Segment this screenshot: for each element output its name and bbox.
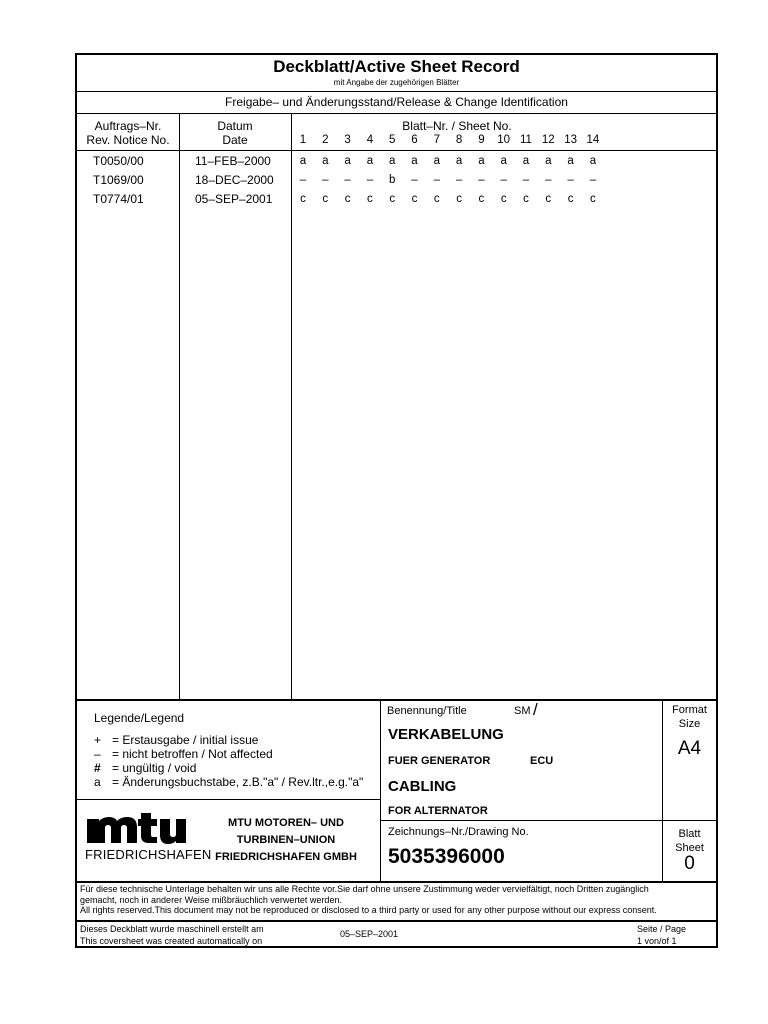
drawing-number: 5035396000 [388, 845, 505, 868]
sheet-label-de: Blatt [678, 828, 701, 840]
sheet-label [663, 827, 716, 855]
sheet-mark: c [411, 193, 418, 205]
sheet-number: 11 [520, 134, 532, 146]
divider [77, 920, 716, 922]
sheet-number: 4 [366, 134, 374, 146]
row-notice: T0050/00 [93, 154, 144, 168]
sheet-mark: – [366, 174, 374, 186]
legend-item [94, 761, 196, 775]
divider [77, 881, 716, 883]
title-label: Benennung/Title [387, 705, 467, 717]
row-notice: T1069/00 [93, 173, 144, 187]
creation-note-de: Dieses Deckblatt wurde maschinell erstellt am [80, 924, 264, 934]
col-header-date-en: Date [222, 133, 248, 147]
page-label: Seite / Page [637, 924, 687, 934]
sheet-mark: a [433, 155, 440, 167]
legend-item [94, 733, 258, 747]
sheet-mark: c [590, 193, 596, 205]
col-header-notice [77, 119, 179, 147]
col-header-date-de: Datum [217, 119, 253, 133]
sheet-number: 9 [478, 134, 485, 146]
title-de-line2: FUER GENERATOR [388, 755, 491, 767]
sheet-mark: a [589, 155, 597, 167]
format-label-en: Size [678, 718, 701, 730]
sheet-mark: a [366, 155, 374, 167]
row-date: 18–DEC–2000 [195, 173, 274, 187]
sheet-mark: c [567, 193, 574, 205]
company-name-line: FRIEDRICHSHAFEN GMBH [215, 851, 357, 863]
company-name-line: MTU MOTOREN– UND [228, 817, 344, 829]
col-header-date [179, 119, 291, 147]
table-row [77, 152, 716, 171]
mtu-logo-mark [85, 811, 197, 845]
sheet-number: 5 [388, 134, 396, 146]
sheet-mark: – [589, 174, 597, 186]
divider [77, 150, 716, 151]
sheet-number: 13 [564, 134, 577, 146]
column-divider [380, 699, 381, 882]
title-de-line1: VERKABELUNG [388, 726, 504, 743]
sheet-mark: c [545, 193, 552, 205]
sheet-mark: – [455, 174, 463, 186]
sheet-mark: – [567, 174, 574, 186]
legend-item [94, 747, 273, 761]
company-name-line: TURBINEN–UNION [236, 834, 336, 846]
document-subtitle: mit Angabe der zugehörigen Blätter [333, 78, 460, 87]
sm-label: SM [514, 705, 531, 717]
row-marks [292, 152, 712, 171]
title-en-line1: CABLING [388, 778, 457, 795]
sheet-mark: – [322, 174, 329, 186]
legend-item [94, 775, 363, 789]
legend-symbol: + [94, 733, 102, 747]
divider [77, 799, 380, 800]
sheet-number: 10 [497, 134, 511, 146]
creation-date: 05–SEP–2001 [340, 929, 399, 939]
legend-symbol: # [94, 761, 101, 775]
rights-notice [80, 884, 716, 916]
mtu-logo [85, 811, 212, 869]
sheet-mark: c [456, 193, 462, 205]
sheet-mark: – [500, 174, 507, 186]
sheet-mark: a [567, 155, 574, 167]
legend-text: = Erstausgabe / initial issue [112, 733, 259, 747]
title-en-line2: FOR ALTERNATOR [388, 805, 488, 817]
sheet-mark: c [433, 193, 440, 205]
format-value: A4 [677, 738, 702, 759]
rights-line: All rights reserved.This document may not be reproduced or disclosed to a third party or used for any other purpose without our express consent. [80, 905, 657, 915]
row-marks [292, 171, 712, 190]
sheet-mark: a [344, 155, 351, 167]
row-notice: T0774/01 [93, 192, 144, 206]
legend-symbol: a [94, 775, 101, 789]
sm-mark: / [533, 700, 538, 719]
sheet-mark: a [500, 155, 507, 167]
creation-note [80, 923, 264, 947]
sheet-mark: c [478, 193, 485, 205]
sheet-mark: c [500, 193, 507, 205]
sheet-number: 6 [411, 134, 418, 146]
sheet-mark: – [433, 174, 440, 186]
table-row [77, 190, 716, 209]
rights-line: gemacht, noch in anderer Weise mißbräuchlich verwertet werden. [80, 894, 342, 905]
sheet-mark: – [299, 174, 307, 186]
divider [77, 699, 716, 701]
sheet-number: 1 [299, 134, 307, 146]
sheet-mark: a [455, 155, 463, 167]
row-date: 05–SEP–2001 [195, 192, 273, 206]
col-header-sheets: Blatt–Nr. / Sheet No. [402, 119, 512, 133]
page-value: 1 von/of 1 [637, 936, 677, 946]
row-date: 11–FEB–2000 [195, 154, 271, 168]
rights-line: Für diese technische Unterlage behalten wir uns alle Rechte vor.Sie darf ohne unsere Zustimmung weder vervielfältigt, noch Dritten zugänglich [80, 884, 649, 894]
legend-symbol: – [94, 747, 101, 761]
legend-text: = nicht betroffen / Not affected [112, 747, 273, 761]
sheet-mark: a [411, 155, 418, 167]
format-label-de: Format [672, 704, 707, 716]
sheet-mark: b [388, 174, 396, 186]
sheet-number-row [292, 134, 712, 150]
sheet-mark: – [478, 174, 485, 186]
sheet-mark: – [545, 174, 552, 186]
sheet-mark: c [322, 193, 329, 205]
sheet-mark: a [545, 155, 552, 167]
divider [77, 113, 716, 114]
document-title: Deckblatt/Active Sheet Record [273, 57, 520, 76]
sheet-label-en: Sheet [675, 842, 704, 854]
sheet-mark: a [299, 155, 307, 167]
sheet-mark: a [388, 155, 396, 167]
page-info [637, 923, 713, 947]
sheet-number: 3 [344, 134, 351, 146]
divider [662, 820, 716, 821]
legend-text: = Änderungsbuchstabe, z.B."a" / Rev.ltr.,e.g."a" [112, 775, 364, 789]
logo-city: FRIEDRICHSHAFEN [85, 847, 212, 862]
company-name [201, 815, 371, 866]
sheet-mark: a [478, 155, 485, 167]
sheet-mark: – [411, 174, 418, 186]
row-marks [292, 190, 712, 209]
release-section-title: Freigabe– und Änderungsstand/Release & Change Identification [225, 95, 568, 109]
sheet-mark: a [322, 155, 329, 167]
legend-text: = ungültig / void [112, 761, 197, 775]
title-de-ecu: ECU [530, 755, 554, 767]
legend-title: Legende/Legend [94, 711, 185, 725]
sheet-mark: c [523, 193, 529, 205]
sheet-mark: – [522, 174, 530, 186]
sheet-number: 8 [455, 134, 463, 146]
sheet-number: 14 [586, 134, 600, 146]
sheet-mark: c [367, 193, 373, 205]
col-header-notice-en: Rev. Notice No. [86, 133, 170, 147]
sheet-mark: c [344, 193, 351, 205]
divider [77, 91, 716, 92]
sheet-mark: a [522, 155, 530, 167]
sheet-mark: c [389, 193, 396, 205]
format-label [663, 703, 716, 731]
table-row [77, 171, 716, 190]
creation-note-en: This coversheet was created automatically on [80, 936, 263, 946]
active-sheet-record [75, 53, 718, 948]
sheet-mark: c [300, 193, 306, 205]
col-header-notice-de: Auftrags–Nr. [94, 119, 162, 133]
sheet-value: 0 [684, 853, 695, 874]
drawing-number-label: Zeichnungs–Nr./Drawing No. [388, 826, 529, 838]
sheet-number: 7 [433, 134, 440, 146]
sheet-number: 12 [541, 134, 555, 146]
sheet-mark: – [344, 174, 351, 186]
sheet-number: 2 [322, 134, 329, 146]
